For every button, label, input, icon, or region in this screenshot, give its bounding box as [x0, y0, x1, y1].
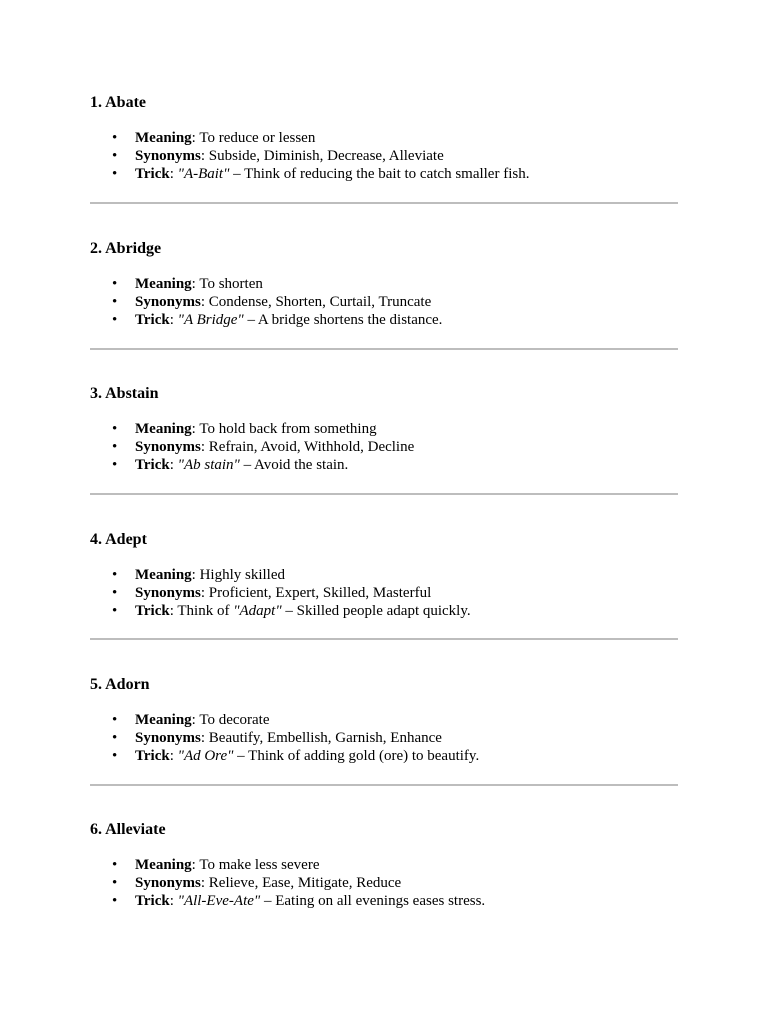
meaning-text: To shorten	[199, 276, 263, 292]
trick-label: Trick	[135, 603, 170, 619]
meaning-item: • Meaning: To make less severe	[90, 856, 678, 874]
synonyms-item: • Synonyms: Condense, Shorten, Curtail, Truncate	[90, 293, 678, 311]
entry-details-list	[90, 711, 678, 765]
section-divider	[90, 202, 678, 204]
trick-item: • Trick: "All-Eve-Ate" – Eating on all evenings eases stress.	[90, 892, 678, 910]
trick-mnemonic: "Ab stain"	[177, 457, 240, 473]
trick-item: • Trick: "Ad Ore" – Think of adding gold (ore) to beautify.	[90, 747, 678, 765]
entry-details-list	[90, 420, 678, 474]
synonyms-text: Proficient, Expert, Skilled, Masterful	[208, 585, 432, 601]
synonyms-text: Condense, Shorten, Curtail, Truncate	[208, 294, 432, 310]
meaning-item: • Meaning: To hold back from something	[90, 420, 678, 438]
trick-explanation: – Think of reducing the bait to catch smaller fish.	[229, 166, 530, 182]
trick-label: Trick	[135, 457, 170, 473]
meaning-text: To make less severe	[199, 857, 320, 873]
synonyms-label: Synonyms	[135, 148, 201, 164]
trick-mnemonic: "A Bridge"	[177, 312, 244, 328]
meaning-text: Highly skilled	[199, 567, 286, 583]
meaning-label: Meaning	[135, 712, 192, 728]
meaning-label: Meaning	[135, 857, 192, 873]
synonyms-item: • Synonyms: Relieve, Ease, Mitigate, Reduce	[90, 874, 678, 892]
entry-details-list	[90, 566, 678, 620]
meaning-text: To reduce or lessen	[199, 130, 316, 146]
entry-title: 1. Abate	[90, 94, 146, 111]
trick-label: Trick	[135, 166, 170, 182]
section-divider	[90, 493, 678, 495]
entry-details-list	[90, 275, 678, 329]
vocab-entry-adorn	[90, 675, 678, 764]
synonyms-label: Synonyms	[135, 875, 201, 891]
meaning-text: To decorate	[199, 712, 270, 728]
trick-explanation: – Eating on all evenings eases stress.	[260, 893, 486, 909]
synonyms-text: Subside, Diminish, Decrease, Alleviate	[208, 148, 444, 164]
trick-explanation: – Skilled people adapt quickly.	[281, 603, 471, 619]
synonyms-label: Synonyms	[135, 585, 201, 601]
entry-details-list	[90, 856, 678, 910]
trick-mnemonic: "Adapt"	[233, 603, 282, 619]
trick-item: • Trick: "A Bridge" – A bridge shortens the distance.	[90, 311, 678, 329]
synonyms-item: • Synonyms: Beautify, Embellish, Garnish, Enhance	[90, 729, 678, 747]
trick-mnemonic: "All-Eve-Ate"	[177, 893, 261, 909]
section-divider	[90, 784, 678, 786]
synonyms-label: Synonyms	[135, 730, 201, 746]
trick-explanation: – A bridge shortens the distance.	[243, 312, 443, 328]
meaning-item: • Meaning: To decorate	[90, 711, 678, 729]
meaning-label: Meaning	[135, 421, 192, 437]
entry-title: 4. Adept	[90, 531, 147, 548]
synonyms-text: Relieve, Ease, Mitigate, Reduce	[208, 875, 402, 891]
entry-details-list	[90, 129, 678, 183]
trick-item: • Trick: "A-Bait" – Think of reducing the bait to catch smaller fish.	[90, 165, 678, 183]
vocab-entry-abridge	[90, 239, 678, 328]
trick-mnemonic: "Ad Ore"	[177, 748, 234, 764]
synonyms-text: Beautify, Embellish, Garnish, Enhance	[208, 730, 442, 746]
section-divider	[90, 348, 678, 350]
trick-explanation: – Avoid the stain.	[239, 457, 349, 473]
trick-explanation: – Think of adding gold (ore) to beautify.	[233, 748, 480, 764]
trick-item: • Trick: Think of "Adapt" – Skilled people adapt quickly.	[90, 602, 678, 620]
meaning-label: Meaning	[135, 567, 192, 583]
vocab-entry-abate	[90, 93, 678, 182]
meaning-label: Meaning	[135, 276, 192, 292]
synonyms-item: • Synonyms: Refrain, Avoid, Withhold, Decline	[90, 438, 678, 456]
vocab-entry-adept	[90, 530, 678, 619]
entry-title: 5. Adorn	[90, 676, 150, 693]
synonyms-label: Synonyms	[135, 294, 201, 310]
trick-label: Trick	[135, 748, 170, 764]
entry-title: 6. Alleviate	[90, 821, 166, 838]
vocab-entry-alleviate	[90, 820, 678, 909]
synonyms-item: • Synonyms: Subside, Diminish, Decrease, Alleviate	[90, 147, 678, 165]
synonyms-item: • Synonyms: Proficient, Expert, Skilled, Masterful	[90, 584, 678, 602]
vocab-entry-abstain	[90, 384, 678, 473]
trick-label: Trick	[135, 312, 170, 328]
trick-prefix: Think of	[177, 603, 234, 619]
trick-mnemonic: "A-Bait"	[177, 166, 230, 182]
meaning-item: • Meaning: To shorten	[90, 275, 678, 293]
meaning-text: To hold back from something	[199, 421, 377, 437]
meaning-item: • Meaning: Highly skilled	[90, 566, 678, 584]
trick-item: • Trick: "Ab stain" – Avoid the stain.	[90, 456, 678, 474]
meaning-item: • Meaning: To reduce or lessen	[90, 129, 678, 147]
trick-label: Trick	[135, 893, 170, 909]
entry-title: 2. Abridge	[90, 240, 162, 257]
section-divider	[90, 638, 678, 640]
synonyms-label: Synonyms	[135, 439, 201, 455]
meaning-label: Meaning	[135, 130, 192, 146]
entry-title: 3. Abstain	[90, 385, 159, 402]
synonyms-text: Refrain, Avoid, Withhold, Decline	[208, 439, 415, 455]
